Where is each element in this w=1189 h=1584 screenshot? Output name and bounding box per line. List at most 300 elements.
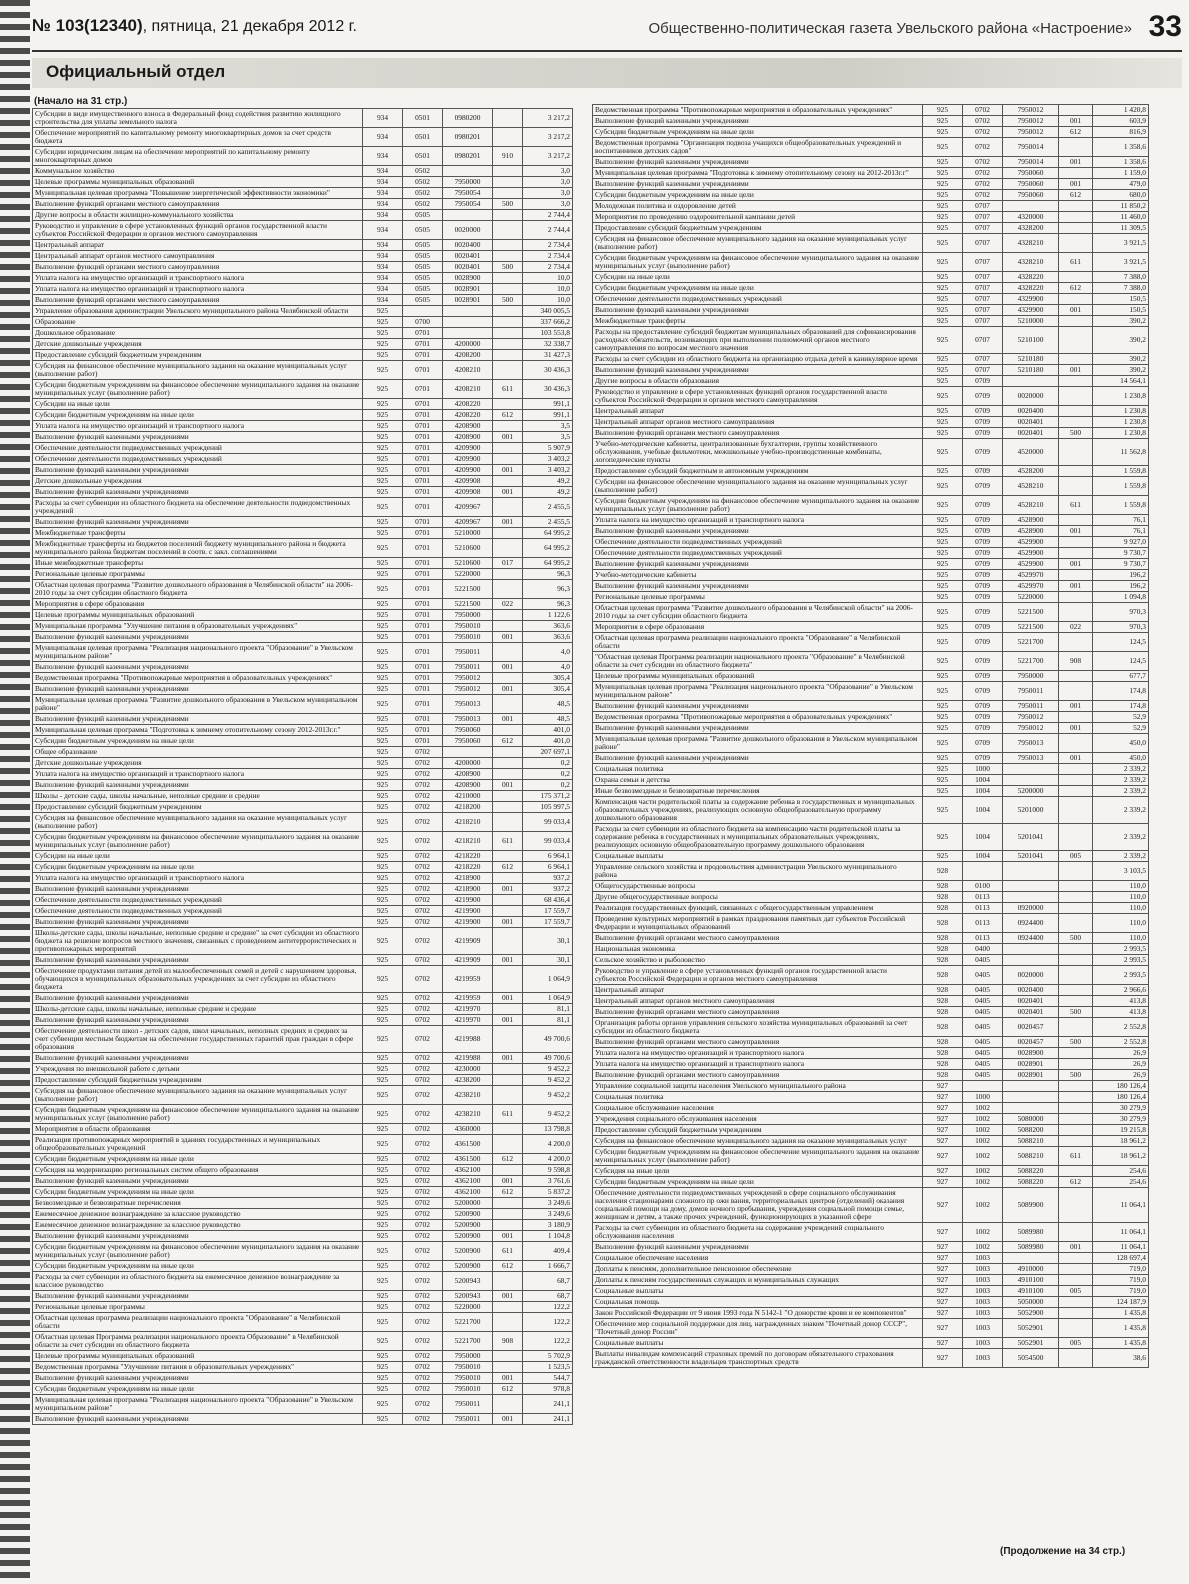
row-expense-type	[1059, 234, 1093, 253]
row-article: 4218220	[443, 851, 493, 862]
row-ministry: 925	[923, 305, 963, 316]
row-expense-type: 001	[493, 432, 523, 443]
row-expense-type	[1059, 1166, 1093, 1177]
row-section: 0502	[403, 199, 443, 210]
row-section: 0700	[403, 317, 443, 328]
row-expense-type	[493, 580, 523, 599]
row-expense-type	[1059, 376, 1093, 387]
row-name: Предоставление субсидий бюджетным учреждениям	[33, 1075, 363, 1086]
row-article: 7950012	[1003, 712, 1059, 723]
row-amount: 401,0	[523, 725, 573, 736]
row-name: Мероприятия в сфере образования	[593, 622, 923, 633]
row-expense-type: 500	[1059, 1070, 1093, 1081]
table-row	[33, 350, 573, 361]
row-name: Ведомственная программа "Противопожарные мероприятия в образовательных учреждениях"	[593, 712, 923, 723]
table-row	[593, 652, 1149, 671]
row-name: Расходы за счет субвенции из областного бюджета на ежемесячное денежное вознаграждение за классное руководство	[33, 1272, 363, 1291]
row-name: Уплата налога на имущество организаций и транспортного налога	[33, 873, 363, 884]
row-ministry: 925	[363, 1135, 403, 1154]
row-article: 7950011	[443, 662, 493, 673]
row-amount: 5 837,2	[523, 1187, 573, 1198]
row-amount: 7 388,0	[1093, 272, 1149, 283]
row-article: 5050000	[1003, 1297, 1059, 1308]
row-article	[1003, 955, 1059, 966]
row-ministry: 925	[923, 682, 963, 701]
row-name: Выполнение функций органами местного самоуправления	[593, 1070, 923, 1081]
row-article: 7950000	[1003, 671, 1059, 682]
row-ministry: 925	[363, 643, 403, 662]
row-article: 0980201	[443, 128, 493, 147]
row-article: 4328210	[1003, 234, 1059, 253]
row-amount: 4,0	[523, 662, 573, 673]
row-ministry: 925	[363, 725, 403, 736]
row-expense-type	[493, 328, 523, 339]
row-name: Предоставление субсидий бюджетным и автономным учреждениям	[593, 466, 923, 477]
row-amount: 970,3	[1093, 622, 1149, 633]
row-section: 0502	[403, 177, 443, 188]
row-article: 0020401	[443, 251, 493, 262]
row-article: 7950054	[443, 188, 493, 199]
row-section: 0702	[403, 832, 443, 851]
row-article: 0020457	[1003, 1037, 1059, 1048]
row-expense-type: 500	[1059, 1007, 1093, 1018]
row-amount: 401,0	[523, 736, 573, 747]
row-name: Выполнение функций казенными учреждениями	[33, 1053, 363, 1064]
row-expense-type: 001	[1059, 526, 1093, 537]
row-expense-type	[493, 747, 523, 758]
binding-edge	[0, 0, 30, 1584]
row-ministry: 934	[363, 295, 403, 306]
table-row	[593, 581, 1149, 592]
table-row	[33, 295, 573, 306]
row-amount: 26,9	[1093, 1059, 1149, 1070]
row-amount: 2 339,2	[1093, 786, 1149, 797]
row-amount: 110,0	[1093, 903, 1149, 914]
row-ministry: 925	[363, 917, 403, 928]
row-expense-type	[1059, 316, 1093, 327]
row-ministry: 934	[363, 147, 403, 166]
row-expense-type	[1059, 537, 1093, 548]
row-expense-type	[1059, 548, 1093, 559]
row-article: 5210180	[1003, 365, 1059, 376]
row-ministry: 928	[923, 1007, 963, 1018]
row-amount: 3,0	[523, 166, 573, 177]
row-section: 0702	[403, 1220, 443, 1231]
row-expense-type: 910	[493, 147, 523, 166]
row-section: 0505	[403, 284, 443, 295]
row-ministry: 927	[923, 1297, 963, 1308]
row-expense-type	[493, 1220, 523, 1231]
row-name: Социальное обеспечение населения	[593, 1253, 923, 1264]
row-amount: 603,9	[1093, 116, 1149, 127]
row-name: Школы-детские сады, школы начальные, неполные средние и средние" за счет субсидии из областного бюджета на решение вопросов местного значения, связанных с проведением антитеррористических и противопожарных мероприятий	[33, 928, 363, 955]
row-ministry: 925	[363, 454, 403, 465]
row-ministry: 927	[923, 1136, 963, 1147]
row-section: 0702	[403, 862, 443, 873]
row-section: 1004	[963, 775, 1003, 786]
row-expense-type	[1059, 1059, 1093, 1070]
row-ministry: 927	[923, 1147, 963, 1166]
table-row	[33, 802, 573, 813]
row-article: 4219909	[443, 928, 493, 955]
row-article	[443, 317, 493, 328]
table-row	[593, 190, 1149, 201]
row-ministry: 925	[363, 339, 403, 350]
row-ministry: 925	[923, 354, 963, 365]
row-ministry: 927	[923, 1264, 963, 1275]
row-name: Уплата налога на имущество организаций и транспортного налога	[593, 515, 923, 526]
row-amount: 2 455,5	[523, 498, 573, 517]
row-ministry: 925	[923, 272, 963, 283]
row-ministry: 925	[923, 633, 963, 652]
row-expense-type	[1059, 603, 1093, 622]
row-expense-type	[1059, 797, 1093, 824]
table-row	[33, 632, 573, 643]
row-section: 0505	[403, 262, 443, 273]
row-ministry: 925	[363, 443, 403, 454]
row-amount: 2 734,4	[523, 240, 573, 251]
row-ministry: 927	[923, 1308, 963, 1319]
row-expense-type	[493, 1272, 523, 1291]
row-name: Выполнение функций казенными учреждениями	[593, 723, 923, 734]
row-name: Управление образования администрации Увельского муниципального района Челябинской области	[33, 306, 363, 317]
row-section: 0702	[403, 1351, 443, 1362]
row-amount: 677,7	[1093, 671, 1149, 682]
table-row	[33, 210, 573, 221]
row-amount: 2 552,8	[1093, 1018, 1149, 1037]
row-article: 4209967	[443, 498, 493, 517]
row-expense-type	[1059, 682, 1093, 701]
row-expense-type	[493, 906, 523, 917]
row-ministry: 925	[923, 168, 963, 179]
row-name: Общее образование	[33, 747, 363, 758]
row-expense-type	[493, 109, 523, 128]
row-section: 0702	[403, 758, 443, 769]
row-amount: 2 339,2	[1093, 764, 1149, 775]
row-article: 0980201	[443, 147, 493, 166]
row-name: Субсидии в виде имущественного взноса в Федеральный фонд содействия развитию жилищного строительства для уплаты земельного налога	[33, 109, 363, 128]
row-amount: 1 230,8	[1093, 387, 1149, 406]
row-ministry: 927	[923, 1223, 963, 1242]
continued-to: (Продолжение на 34 стр.)	[1000, 1546, 1126, 1557]
row-section: 0702	[403, 1176, 443, 1187]
row-article: 5210100	[1003, 327, 1059, 354]
row-article: 7950000	[443, 1351, 493, 1362]
row-amount: 1 064,9	[523, 993, 573, 1004]
row-article: 7950010	[443, 1384, 493, 1395]
row-amount: 1 559,8	[1093, 466, 1149, 477]
row-section: 0702	[403, 1015, 443, 1026]
row-article: 4209967	[443, 517, 493, 528]
row-ministry: 927	[923, 1188, 963, 1223]
row-ministry: 925	[923, 671, 963, 682]
row-section: 1004	[963, 797, 1003, 824]
row-expense-type: 612	[493, 1261, 523, 1272]
row-article: 7950000	[443, 177, 493, 188]
row-article: 5200943	[443, 1272, 493, 1291]
table-row	[33, 955, 573, 966]
row-article: 4362100	[443, 1187, 493, 1198]
row-section: 0707	[963, 234, 1003, 253]
table-row	[593, 824, 1149, 851]
row-ministry: 925	[363, 328, 403, 339]
row-section: 1003	[963, 1308, 1003, 1319]
row-amount: 122,2	[523, 1313, 573, 1332]
row-article: 5220000	[443, 569, 493, 580]
row-amount: 3 217,2	[523, 109, 573, 128]
row-expense-type	[1059, 996, 1093, 1007]
row-name: Руководство и управление в сфере установленных функций органов государственной власти субъектов Российской Федерации и органов местного самоуправления	[593, 387, 923, 406]
row-amount: 2 993,5	[1093, 944, 1149, 955]
row-expense-type	[493, 210, 523, 221]
row-name: Субсидии на иные цели	[33, 399, 363, 410]
row-ministry: 925	[363, 1154, 403, 1165]
issue-date: , пятница, 21 декабря 2012 г.	[142, 18, 357, 35]
row-expense-type	[493, 1026, 523, 1053]
table-row	[593, 903, 1149, 914]
row-name: Субсидии бюджетным учреждениям на иные цели	[33, 410, 363, 421]
row-ministry: 925	[363, 465, 403, 476]
row-name: Выполнение функций казенными учреждениями	[33, 993, 363, 1004]
row-article: 0924400	[1003, 914, 1059, 933]
row-amount: 2 993,5	[1093, 966, 1149, 985]
row-article	[443, 166, 493, 177]
table-row	[593, 570, 1149, 581]
row-amount: 3 180,9	[523, 1220, 573, 1231]
row-name: Региональные целевые программы	[33, 569, 363, 580]
row-amount: 26,9	[1093, 1070, 1149, 1081]
row-expense-type: 001	[1059, 179, 1093, 190]
row-name: Безвозмездные и безвозвратные перечисления	[33, 1198, 363, 1209]
table-row	[593, 294, 1149, 305]
row-ministry: 925	[363, 421, 403, 432]
table-row	[593, 1037, 1149, 1048]
row-section: 1003	[963, 1319, 1003, 1338]
row-section: 0702	[403, 993, 443, 1004]
row-ministry: 928	[923, 966, 963, 985]
row-article: 5052901	[1003, 1319, 1059, 1338]
table-row	[593, 1308, 1149, 1319]
table-row	[593, 496, 1149, 515]
row-name: Школы - детские сады, школы начальные, неполные средние и средние	[33, 791, 363, 802]
row-article: 5201000	[1003, 797, 1059, 824]
table-row	[33, 1165, 573, 1176]
table-row	[593, 526, 1149, 537]
row-amount: 19 215,8	[1093, 1125, 1149, 1136]
row-article: 5088220	[1003, 1166, 1059, 1177]
row-section: 0702	[403, 1086, 443, 1105]
row-section: 0702	[403, 955, 443, 966]
row-amount: 2 552,8	[1093, 1037, 1149, 1048]
row-expense-type: 612	[493, 1154, 523, 1165]
row-section: 0709	[963, 682, 1003, 701]
row-name: Предоставление субсидий бюджетным учреждениям	[33, 350, 363, 361]
row-section: 0405	[963, 1070, 1003, 1081]
row-expense-type: 001	[493, 684, 523, 695]
row-name: Социальные выплаты	[593, 851, 923, 862]
row-amount: 17 559,7	[523, 906, 573, 917]
row-expense-type	[493, 273, 523, 284]
table-row	[33, 1373, 573, 1384]
row-name: Ежемесячное денежное вознаграждение за классное руководство	[33, 1209, 363, 1220]
row-name: Субсидии на финансовое обеспечение муниципального задания на оказание муниципальных услуг (выполнение работ)	[593, 477, 923, 496]
row-section: 0709	[963, 592, 1003, 603]
row-section: 0505	[403, 210, 443, 221]
row-section: 0701	[403, 580, 443, 599]
table-row	[593, 786, 1149, 797]
table-row	[33, 684, 573, 695]
row-section: 0709	[963, 570, 1003, 581]
row-section: 0100	[963, 881, 1003, 892]
row-name: Выполнение функций казенными учреждениями	[33, 632, 363, 643]
row-ministry: 925	[363, 1313, 403, 1332]
row-ministry: 927	[923, 1092, 963, 1103]
row-section: 0702	[403, 1209, 443, 1220]
row-amount: 30,1	[523, 928, 573, 955]
row-expense-type	[493, 350, 523, 361]
row-name: Областная целевая программа "Развитие дошкольного образования в Челябинской области" на 2006-2010 годы за счет субсидии областного бюджета	[33, 580, 363, 599]
row-name: Социальные выплаты	[593, 1338, 923, 1349]
row-section: 0701	[403, 528, 443, 539]
table-row	[593, 212, 1149, 223]
row-ministry: 925	[923, 223, 963, 234]
row-section: 0707	[963, 294, 1003, 305]
row-name: Областная целевая Программа реализации национального проекта Образование" в Челябинской области за счет субсидии из областного бюджета	[33, 1332, 363, 1351]
row-amount: 64 995,2	[523, 558, 573, 569]
table-row	[33, 791, 573, 802]
table-row	[33, 1351, 573, 1362]
row-amount: 68,7	[523, 1272, 573, 1291]
row-amount: 390,2	[1093, 327, 1149, 354]
table-row	[593, 1018, 1149, 1037]
row-section: 0702	[403, 791, 443, 802]
row-expense-type	[1059, 1264, 1093, 1275]
row-ministry: 925	[363, 380, 403, 399]
row-amount: 1 435,8	[1093, 1308, 1149, 1319]
row-expense-type	[493, 673, 523, 684]
row-expense-type	[1059, 466, 1093, 477]
row-expense-type	[493, 528, 523, 539]
row-amount: 30 279,9	[1093, 1114, 1149, 1125]
newspaper-title: Общественно-политическая газета Увельского района «Настроение»	[648, 20, 1132, 37]
row-section: 0701	[403, 714, 443, 725]
row-article: 5052901	[1003, 1338, 1059, 1349]
row-amount: 254,6	[1093, 1177, 1149, 1188]
table-row	[593, 234, 1149, 253]
row-ministry: 925	[363, 350, 403, 361]
row-expense-type: 500	[1059, 1037, 1093, 1048]
table-row	[33, 443, 573, 454]
row-article: 4218220	[443, 862, 493, 873]
row-name: Выполнение функций казенными учреждениями	[33, 487, 363, 498]
table-row	[33, 1064, 573, 1075]
row-article: 0020400	[1003, 985, 1059, 996]
row-article: 4528200	[1003, 466, 1059, 477]
table-row	[593, 1286, 1149, 1297]
row-name: Центральный аппарат	[593, 406, 923, 417]
row-amount: 174,8	[1093, 682, 1149, 701]
row-ministry: 934	[363, 199, 403, 210]
table-row	[33, 747, 573, 758]
row-amount: 1 064,9	[523, 966, 573, 993]
row-section: 0701	[403, 621, 443, 632]
row-section: 1002	[963, 1103, 1003, 1114]
row-ministry: 925	[363, 1362, 403, 1373]
row-section: 0702	[403, 1135, 443, 1154]
row-amount: 105 997,5	[523, 802, 573, 813]
table-row	[33, 339, 573, 350]
row-article: 4360000	[443, 1124, 493, 1135]
row-name: Дошкольное образование	[33, 328, 363, 339]
row-ministry: 925	[363, 1242, 403, 1261]
row-name: Молодежная политика и оздоровление детей	[593, 201, 923, 212]
row-amount: 3 403,2	[523, 454, 573, 465]
row-name: Ведомственная программа "Организация подвоза учащихся общеобразовательных учреждений и воспитанников детских садов"	[593, 138, 923, 157]
row-name: Муниципальная целевая программа "Реализация национального проекта "Образование" в Увельском муниципальном районе"	[593, 682, 923, 701]
table-row	[33, 454, 573, 465]
row-ministry: 925	[363, 1015, 403, 1026]
table-row	[33, 199, 573, 210]
row-section: 0709	[963, 376, 1003, 387]
table-row	[593, 797, 1149, 824]
row-article: 4218900	[443, 884, 493, 895]
table-row	[593, 862, 1149, 881]
row-expense-type	[1059, 477, 1093, 496]
table-row	[593, 305, 1149, 316]
row-section: 0701	[403, 361, 443, 380]
row-ministry: 925	[923, 327, 963, 354]
row-article: 7950060	[443, 736, 493, 747]
row-ministry: 925	[923, 190, 963, 201]
row-section: 0707	[963, 212, 1003, 223]
row-article: 4208210	[443, 361, 493, 380]
row-ministry: 925	[923, 753, 963, 764]
row-name: Учреждения по внешкольной работе с детьми	[33, 1064, 363, 1075]
table-row	[33, 813, 573, 832]
row-name: Муниципальная целевая программа "Повышение энергетической эффективности экономики"	[33, 188, 363, 199]
row-amount: 2 339,2	[1093, 775, 1149, 786]
row-section: 0702	[403, 1004, 443, 1015]
row-name: Образование	[33, 317, 363, 328]
row-name: Выполнение функций казенными учреждениями	[33, 662, 363, 673]
row-section: 0701	[403, 725, 443, 736]
row-amount: 196,2	[1093, 581, 1149, 592]
row-name: Ведомственная программа "Противопожарные мероприятия в образовательных учреждениях"	[33, 673, 363, 684]
row-article: 0924400	[1003, 933, 1059, 944]
row-article: 4218200	[443, 802, 493, 813]
row-article: 4362100	[443, 1165, 493, 1176]
row-amount: 2 339,2	[1093, 851, 1149, 862]
row-name: Выполнение функций органами местного самоуправления	[593, 428, 923, 439]
row-section: 0701	[403, 517, 443, 528]
row-expense-type: 612	[1059, 1177, 1093, 1188]
table-row	[593, 933, 1149, 944]
table-row	[33, 1209, 573, 1220]
row-section	[403, 306, 443, 317]
row-section: 0701	[403, 399, 443, 410]
row-article: 5220000	[443, 1302, 493, 1313]
row-article: 5220000	[1003, 592, 1059, 603]
row-ministry: 928	[923, 881, 963, 892]
table-row	[33, 1176, 573, 1187]
row-article: 5052900	[1003, 1308, 1059, 1319]
row-name: Субсидия на финансовое обеспечение муниципального задания на оказание муниципальных услуг (выполнение работ)	[593, 234, 923, 253]
table-row	[33, 399, 573, 410]
row-article: 7950013	[1003, 753, 1059, 764]
table-row	[33, 284, 573, 295]
row-name: Выполнение функций казенными учреждениями	[593, 365, 923, 376]
table-row	[593, 1114, 1149, 1125]
